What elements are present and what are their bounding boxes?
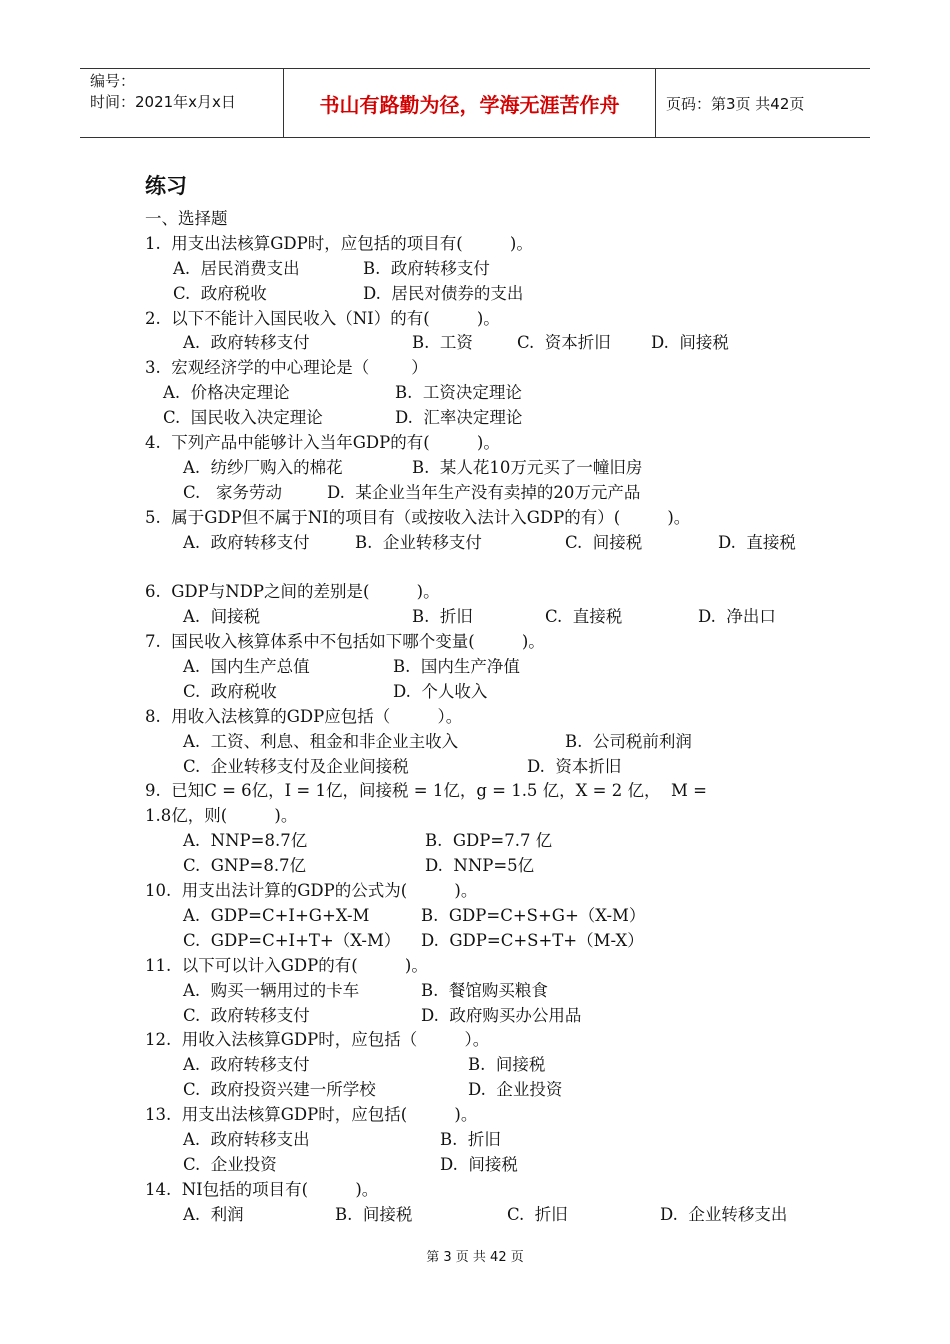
- option-row: [145, 282, 795, 307]
- question-1: [145, 232, 795, 307]
- option-a: A. 居民消费支出: [173, 258, 300, 278]
- page-header: [80, 68, 870, 138]
- option-row: [145, 531, 795, 556]
- question-13: [145, 1103, 795, 1178]
- question-stem: 13. 用支出法核算GDP时，应包括( )。: [145, 1105, 478, 1125]
- page-footer: 第 3 页 共 42 页: [426, 1250, 524, 1265]
- option-row: [145, 257, 795, 282]
- option-row: [145, 854, 795, 879]
- option-b: B. 某人花10万元买了一幢旧房: [412, 457, 643, 477]
- option-b: B. 餐馆购买粮食: [421, 980, 548, 1000]
- question-14: [145, 1178, 795, 1228]
- option-c: C. 折旧: [507, 1204, 568, 1224]
- option-row: [145, 406, 795, 431]
- option-row: [145, 1128, 795, 1153]
- question-list: [145, 232, 795, 1228]
- question-8: [145, 705, 795, 780]
- option-b: B. 间接税: [335, 1204, 413, 1224]
- question-12: [145, 1028, 795, 1103]
- option-b: B. 间接税: [468, 1055, 546, 1075]
- option-d: D. 个人收入: [393, 681, 488, 701]
- option-row: [145, 605, 795, 630]
- question-6: [145, 580, 795, 630]
- option-a: A. 政府转移支付: [183, 1055, 310, 1075]
- option-b: B. GDP=C+S+G+（X-M）: [421, 905, 646, 925]
- option-a: A. 国内生产总值: [183, 657, 310, 677]
- section-heading: 一、选择题: [145, 209, 228, 228]
- option-d: D. 间接税: [651, 333, 729, 353]
- option-c: C. GNP=8.7亿: [183, 856, 307, 876]
- option-c: C. 直接税: [545, 607, 623, 627]
- question-stem: 3. 宏观经济学的中心理论是（ ）: [145, 358, 428, 378]
- option-c: C. 政府投资兴建一所学校: [183, 1080, 376, 1100]
- option-row: [145, 1004, 795, 1029]
- option-c: C. 间接税: [565, 532, 643, 552]
- option-row: [145, 655, 795, 680]
- spacer: [145, 555, 795, 580]
- option-c: C. 企业投资: [183, 1154, 277, 1174]
- option-b: B. 政府转移支付: [363, 258, 490, 278]
- option-d: D. 政府购买办公用品: [421, 1005, 582, 1025]
- option-b: B. 工资: [412, 333, 473, 353]
- option-c: C. 国民收入决定理论: [163, 408, 323, 428]
- option-a: A. 政府转移支付: [183, 333, 310, 353]
- option-a: A. 政府转移支付: [183, 532, 310, 552]
- option-row: [145, 1203, 795, 1228]
- option-b: B. 折旧: [440, 1129, 501, 1149]
- question-stem: 4. 下列产品中能够计入当年GDP的有( )。: [145, 433, 500, 453]
- option-row: [145, 904, 795, 929]
- question-7: [145, 630, 795, 705]
- option-row: [145, 829, 795, 854]
- option-a: A. 购买一辆用过的卡车: [183, 980, 360, 1000]
- question-3: [145, 356, 795, 431]
- question-4: [145, 431, 795, 506]
- question-stem: 2. 以下不能计入国民收入（NI）的有( )。: [145, 308, 500, 328]
- option-row: [145, 929, 795, 954]
- option-d: D. 企业转移支出: [660, 1204, 788, 1224]
- question-2: [145, 307, 795, 357]
- option-c: C. 政府税收: [173, 283, 267, 303]
- page-title: 练习: [145, 174, 187, 198]
- option-b: B. 公司税前利润: [565, 731, 692, 751]
- option-d: D. GDP=C+S+T+（M-X）: [421, 930, 644, 950]
- option-row: [145, 1078, 795, 1103]
- option-row: [145, 755, 795, 780]
- option-row: [145, 331, 795, 356]
- option-d: D. 间接税: [440, 1154, 518, 1174]
- question-stem: 10. 用支出法计算的GDP的公式为( )。: [145, 881, 478, 901]
- option-row: [145, 1153, 795, 1178]
- option-d: D. 居民对债券的支出: [363, 283, 524, 303]
- header-left-cell: [80, 69, 284, 137]
- option-row: [145, 680, 795, 705]
- header-motto: 书山有路勤为径，学海无涯苦作舟: [284, 69, 656, 137]
- option-d: D. 净出口: [698, 607, 776, 627]
- option-a: A. 工资、利息、租金和非企业主收入: [183, 731, 459, 751]
- option-b: B. GDP=7.7 亿: [425, 831, 553, 851]
- option-a: A. NNP=8.7亿: [183, 831, 308, 851]
- option-c: C. 家务劳动: [183, 482, 283, 502]
- option-row: [145, 730, 795, 755]
- option-row: [145, 979, 795, 1004]
- question-stem: 5. 属于GDP但不属于NI的项目有（或按收入法计入GDP的有）( )。: [145, 507, 691, 527]
- option-a: A. 价格决定理论: [163, 383, 290, 403]
- option-d: D. 资本折旧: [527, 756, 622, 776]
- option-c: C. 企业转移支付及企业间接税: [183, 756, 409, 776]
- question-stem: 12. 用收入法核算GDP时，应包括（ ）。: [145, 1030, 490, 1050]
- option-d: D. 企业投资: [468, 1080, 563, 1100]
- question-stem: 9. 已知C = 6亿，I = 1亿，间接税 = 1亿，g = 1.5 亿，X = 2 亿， M =: [145, 781, 707, 801]
- document-date: 时间：2021年x月x日: [90, 93, 236, 111]
- option-a: A. GDP=C+I+G+X-M: [183, 905, 370, 925]
- question-11: [145, 954, 795, 1029]
- question-stem: 8. 用收入法核算的GDP应包括（ ）。: [145, 706, 463, 726]
- document-number-label: 编号：: [90, 72, 136, 90]
- option-d: D. 汇率决定理论: [395, 408, 523, 428]
- option-row: [145, 456, 795, 481]
- option-b: B. 企业转移支付: [355, 532, 482, 552]
- question-9: [145, 779, 795, 879]
- option-d: D. 直接税: [718, 532, 796, 552]
- option-c: C. 资本折旧: [517, 333, 611, 353]
- option-row: [145, 381, 795, 406]
- option-a: A. 间接税: [183, 607, 261, 627]
- option-row: [145, 481, 795, 506]
- option-b: B. 折旧: [412, 607, 473, 627]
- option-a: A. 纺纱厂购入的棉花: [183, 457, 343, 477]
- option-b: B. 工资决定理论: [395, 383, 522, 403]
- option-a: A. 利润: [183, 1204, 244, 1224]
- option-c: C. 政府税收: [183, 681, 277, 701]
- question-stem: 1. 用支出法核算GDP时，应包括的项目有( )。: [145, 233, 533, 253]
- option-d: D. 某企业当年生产没有卖掉的20万元产品: [327, 482, 641, 502]
- question-stem-continued: 1.8亿，则( )。: [145, 806, 298, 826]
- option-row: [145, 1053, 795, 1078]
- question-5: [145, 506, 795, 581]
- question-stem: 6. GDP与NDP之间的差别是( )。: [145, 582, 440, 602]
- exercise-content: [145, 207, 795, 1228]
- option-c: C. 政府转移支付: [183, 1005, 310, 1025]
- question-stem: 14. NI包括的项目有( )。: [145, 1179, 379, 1199]
- option-a: A. 政府转移支出: [183, 1129, 310, 1149]
- option-c: C. GDP=C+I+T+（X-M）: [183, 930, 401, 950]
- header-page-info: 页码：第3页 共42页: [666, 94, 805, 113]
- question-stem: 7. 国民收入核算体系中不包括如下哪个变量( )。: [145, 632, 545, 652]
- option-b: B. 国内生产净值: [393, 657, 520, 677]
- question-10: [145, 879, 795, 954]
- option-d: D. NNP=5亿: [425, 856, 535, 876]
- question-stem: 11. 以下可以计入GDP的有( )。: [145, 955, 428, 975]
